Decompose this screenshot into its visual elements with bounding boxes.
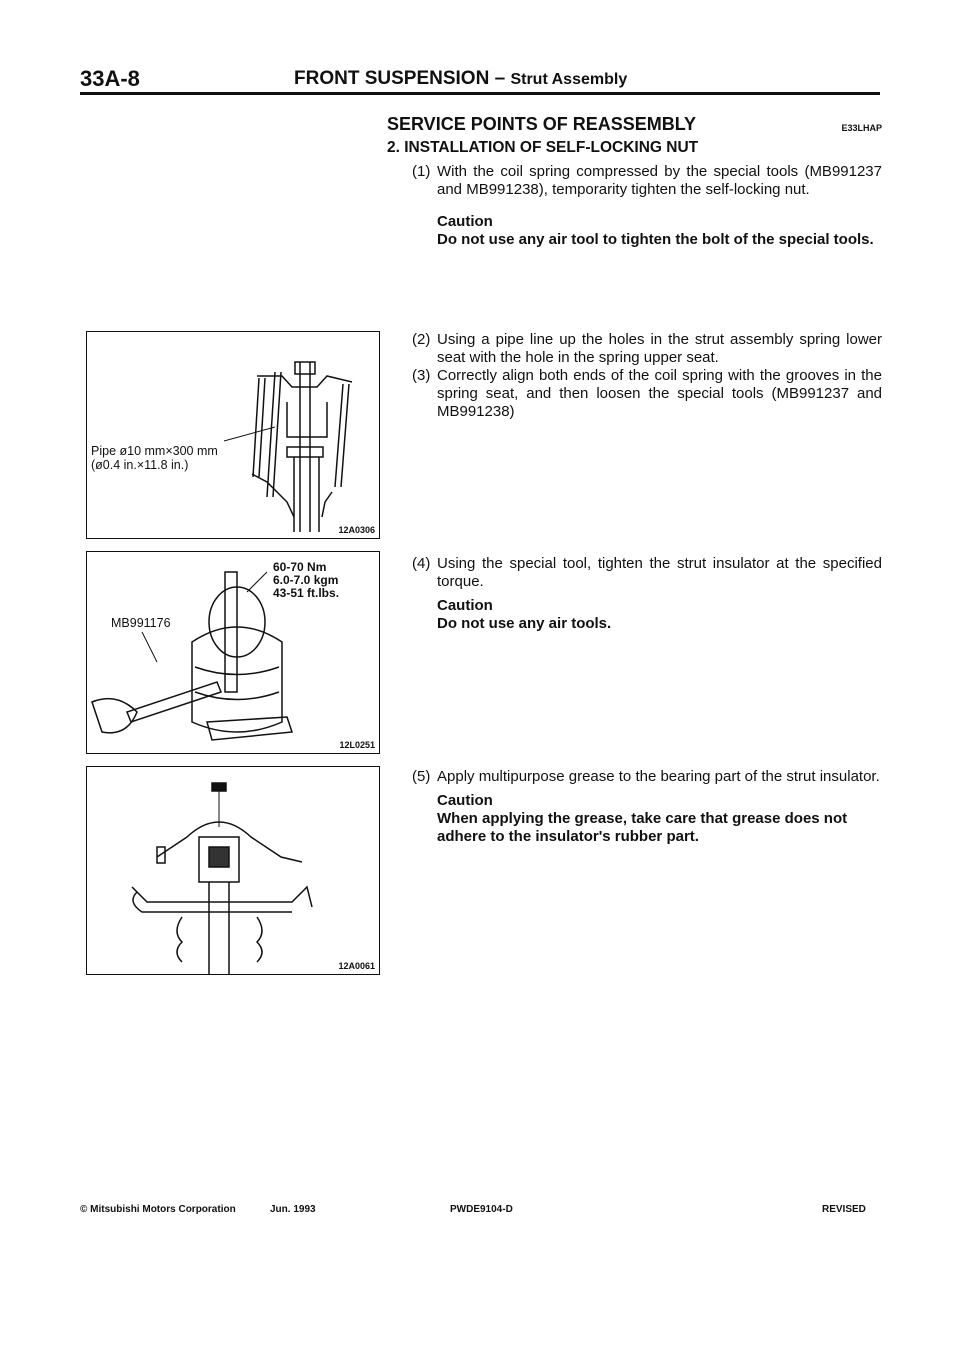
footer-copyright: © Mitsubishi Motors Corporation	[80, 1204, 236, 1215]
section-code: E33LHAP	[841, 123, 882, 133]
torque-ftlbs: 43-51 ft.lbs.	[273, 586, 340, 600]
step-2	[412, 331, 882, 367]
step-num: (5)	[412, 768, 431, 785]
step-text: Apply multipurpose grease to the bearing part of the strut insulator.	[437, 768, 880, 785]
step-text: Correctly align both ends of the coil spring with the grooves in the spring seat, and then loosen the special tools (MB991237 and MB991238)	[437, 367, 882, 420]
caution-text: Do not use any air tool to tighten the bolt of the special tools.	[437, 231, 874, 248]
figure-insulator-torque	[86, 551, 380, 754]
figure-pipe-alignment	[86, 331, 380, 539]
caution-title: Caution	[437, 213, 493, 230]
figure-grease-application	[86, 766, 380, 975]
footer-date: Jun. 1993	[270, 1204, 316, 1215]
text-block-1	[387, 115, 882, 249]
step-1	[412, 163, 882, 199]
caution-1	[437, 213, 882, 249]
step-num: (1)	[412, 163, 431, 180]
caution-title: Caution	[437, 792, 493, 809]
caution-text: When applying the grease, take care that grease does not adhere to the insulator's rubber part.	[437, 810, 848, 845]
section-title: SERVICE POINTS OF REASSEMBLY	[387, 114, 697, 134]
figure-id: 12L0251	[339, 740, 375, 750]
footer-doc-code: PWDE9104-D	[450, 1204, 513, 1215]
strut-pipe-illustration	[87, 332, 379, 538]
pipe-label: Pipe ø10 mm×300 mm	[91, 444, 218, 458]
torque-nm: 60-70 Nm	[273, 560, 327, 574]
step-num: (4)	[412, 555, 431, 572]
figure-id: 12A0306	[338, 525, 375, 535]
caution-title: Caution	[437, 597, 493, 614]
header-rule	[80, 92, 880, 95]
caution-5	[437, 792, 882, 846]
step-3	[412, 367, 882, 421]
footer-status: REVISED	[822, 1204, 866, 1215]
step-num: (2)	[412, 331, 431, 348]
text-block-3	[412, 555, 882, 633]
text-block-2	[412, 331, 882, 421]
title-main: FRONT SUSPENSION	[294, 68, 490, 89]
step-4	[412, 555, 882, 591]
step-num: (3)	[412, 367, 431, 384]
step-text: With the coil spring compressed by the special tools (MB991237 and MB991238), temporarity tighten the self-locking nut.	[437, 163, 882, 198]
caution-text: Do not use any air tools.	[437, 615, 612, 632]
torque-kgm: 6.0-7.0 kgm	[273, 573, 339, 587]
step-text: Using a pipe line up the holes in the strut assembly spring lower seat with the hole in the spring upper seat.	[437, 331, 882, 366]
step-5	[412, 768, 882, 786]
figure-id: 12A0061	[338, 961, 375, 971]
pipe-label-imperial: (ø0.4 in.×11.8 in.)	[91, 458, 189, 472]
insulator-grease-illustration	[87, 767, 379, 974]
title-sub: Strut Assembly	[510, 71, 628, 88]
text-block-4	[412, 768, 882, 846]
step-text: Using the special tool, tighten the strut insulator at the specified torque.	[437, 555, 882, 590]
page-number: 33A-8	[80, 66, 140, 91]
caution-4	[437, 597, 882, 633]
tool-label: MB991176	[111, 616, 171, 630]
page-title: FRONT SUSPENSION – Strut Assembly	[294, 68, 628, 89]
item-title: 2. INSTALLATION OF SELF-LOCKING NUT	[387, 139, 699, 156]
